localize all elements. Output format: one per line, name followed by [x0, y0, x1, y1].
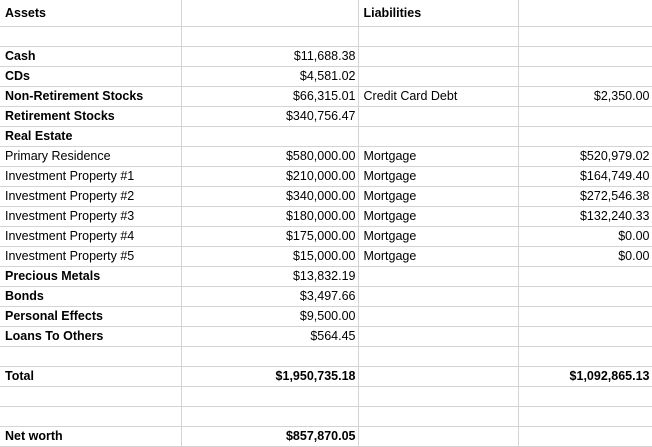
liability-value-cell[interactable]: $272,546.38 — [518, 187, 652, 207]
asset-label-cell[interactable]: Investment Property #3 — [0, 207, 181, 227]
liability-label-cell[interactable]: Mortgage — [358, 207, 518, 227]
liability-label-cell[interactable] — [358, 347, 518, 367]
table-row — [0, 27, 652, 47]
liability-value-cell[interactable]: $0.00 — [518, 227, 652, 247]
table-row — [0, 427, 652, 447]
asset-value-cell[interactable]: $340,000.00 — [181, 187, 358, 207]
liability-value-cell[interactable] — [518, 287, 652, 307]
table-row — [0, 127, 652, 147]
table-row — [0, 307, 652, 327]
liability-value-cell[interactable] — [518, 427, 652, 447]
liability-label-cell[interactable] — [358, 327, 518, 347]
table-row — [0, 67, 652, 87]
asset-label-cell[interactable]: Bonds — [0, 287, 181, 307]
liability-value-cell[interactable] — [518, 267, 652, 287]
liability-label-cell[interactable] — [358, 287, 518, 307]
liability-label-cell[interactable]: Mortgage — [358, 227, 518, 247]
asset-value-cell[interactable] — [181, 407, 358, 427]
asset-label-cell[interactable] — [0, 387, 181, 407]
asset-label-cell[interactable]: Net worth — [0, 427, 181, 447]
asset-value-cell[interactable] — [181, 127, 358, 147]
asset-label-cell[interactable]: Investment Property #4 — [0, 227, 181, 247]
table-row — [0, 287, 652, 307]
header-row — [0, 0, 652, 27]
table-row — [0, 167, 652, 187]
asset-label-cell[interactable]: Real Estate — [0, 127, 181, 147]
liability-value-cell[interactable]: $132,240.33 — [518, 207, 652, 227]
liability-label-cell[interactable] — [358, 387, 518, 407]
table-row — [0, 227, 652, 247]
liability-value-cell[interactable]: $0.00 — [518, 247, 652, 267]
asset-value-cell[interactable]: $857,870.05 — [181, 427, 358, 447]
liability-label-cell[interactable]: Mortgage — [358, 247, 518, 267]
asset-label-cell[interactable] — [0, 347, 181, 367]
liability-value-cell[interactable] — [518, 327, 652, 347]
header-empty-cell[interactable] — [181, 0, 358, 27]
asset-value-cell[interactable]: $580,000.00 — [181, 147, 358, 167]
asset-value-cell[interactable]: $564.45 — [181, 327, 358, 347]
liability-label-cell[interactable] — [358, 307, 518, 327]
liability-value-cell[interactable]: $1,092,865.13 — [518, 367, 652, 387]
asset-value-cell[interactable]: $9,500.00 — [181, 307, 358, 327]
asset-label-cell[interactable]: Investment Property #2 — [0, 187, 181, 207]
asset-value-cell[interactable]: $1,950,735.18 — [181, 367, 358, 387]
liability-label-cell[interactable]: Mortgage — [358, 147, 518, 167]
table-row — [0, 207, 652, 227]
liability-value-cell[interactable]: $520,979.02 — [518, 147, 652, 167]
asset-label-cell[interactable]: Non-Retirement Stocks — [0, 87, 181, 107]
asset-value-cell[interactable]: $13,832.19 — [181, 267, 358, 287]
asset-label-cell[interactable]: Loans To Others — [0, 327, 181, 347]
asset-label-cell[interactable] — [0, 27, 181, 47]
asset-value-cell[interactable]: $11,688.38 — [181, 47, 358, 67]
liability-label-cell[interactable] — [358, 407, 518, 427]
liability-value-cell[interactable] — [518, 27, 652, 47]
table-row — [0, 47, 652, 67]
table-row — [0, 407, 652, 427]
asset-value-cell[interactable]: $15,000.00 — [181, 247, 358, 267]
liability-value-cell[interactable] — [518, 407, 652, 427]
table-row — [0, 387, 652, 407]
liability-value-cell[interactable] — [518, 47, 652, 67]
table-row — [0, 327, 652, 347]
table-row — [0, 267, 652, 287]
liability-label-cell[interactable] — [358, 47, 518, 67]
asset-label-cell[interactable] — [0, 407, 181, 427]
liability-value-cell[interactable] — [518, 347, 652, 367]
liability-label-cell[interactable] — [358, 427, 518, 447]
asset-value-cell[interactable]: $340,756.47 — [181, 107, 358, 127]
asset-label-cell[interactable]: Total — [0, 367, 181, 387]
liability-label-cell[interactable] — [358, 367, 518, 387]
asset-value-cell[interactable]: $180,000.00 — [181, 207, 358, 227]
liability-value-cell[interactable] — [518, 387, 652, 407]
liability-label-cell[interactable]: Mortgage — [358, 187, 518, 207]
liability-label-cell[interactable]: Credit Card Debt — [358, 87, 518, 107]
asset-value-cell[interactable]: $4,581.02 — [181, 67, 358, 87]
assets-header[interactable]: Assets — [0, 0, 181, 27]
asset-value-cell[interactable] — [181, 27, 358, 47]
asset-value-cell[interactable]: $210,000.00 — [181, 167, 358, 187]
liability-value-cell[interactable]: $164,749.40 — [518, 167, 652, 187]
header-empty-cell[interactable] — [518, 0, 652, 27]
table-row — [0, 87, 652, 107]
liabilities-header[interactable]: Liabilities — [358, 0, 518, 27]
liability-label-cell[interactable] — [358, 27, 518, 47]
liability-value-cell[interactable]: $2,350.00 — [518, 87, 652, 107]
table-row — [0, 147, 652, 167]
liability-value-cell[interactable] — [518, 307, 652, 327]
liability-label-cell[interactable] — [358, 107, 518, 127]
liability-label-cell[interactable] — [358, 267, 518, 287]
asset-label-cell[interactable]: Precious Metals — [0, 267, 181, 287]
liability-label-cell[interactable] — [358, 67, 518, 87]
asset-value-cell[interactable]: $66,315.01 — [181, 87, 358, 107]
asset-value-cell[interactable]: $175,000.00 — [181, 227, 358, 247]
asset-value-cell[interactable]: $3,497.66 — [181, 287, 358, 307]
asset-label-cell[interactable]: Investment Property #1 — [0, 167, 181, 187]
liability-value-cell[interactable] — [518, 67, 652, 87]
asset-value-cell[interactable] — [181, 387, 358, 407]
asset-label-cell[interactable]: Cash — [0, 47, 181, 67]
table-row — [0, 247, 652, 267]
liability-label-cell[interactable]: Mortgage — [358, 167, 518, 187]
asset-label-cell[interactable]: Investment Property #5 — [0, 247, 181, 267]
table-row — [0, 107, 652, 127]
asset-label-cell[interactable]: Primary Residence — [0, 147, 181, 167]
table-row — [0, 367, 652, 387]
asset-label-cell[interactable]: CDs — [0, 67, 181, 87]
asset-label-cell[interactable]: Personal Effects — [0, 307, 181, 327]
asset-label-cell[interactable]: Retirement Stocks — [0, 107, 181, 127]
liability-value-cell[interactable] — [518, 127, 652, 147]
table-row — [0, 187, 652, 207]
liability-value-cell[interactable] — [518, 107, 652, 127]
liability-label-cell[interactable] — [358, 127, 518, 147]
asset-value-cell[interactable] — [181, 347, 358, 367]
table-row — [0, 347, 652, 367]
